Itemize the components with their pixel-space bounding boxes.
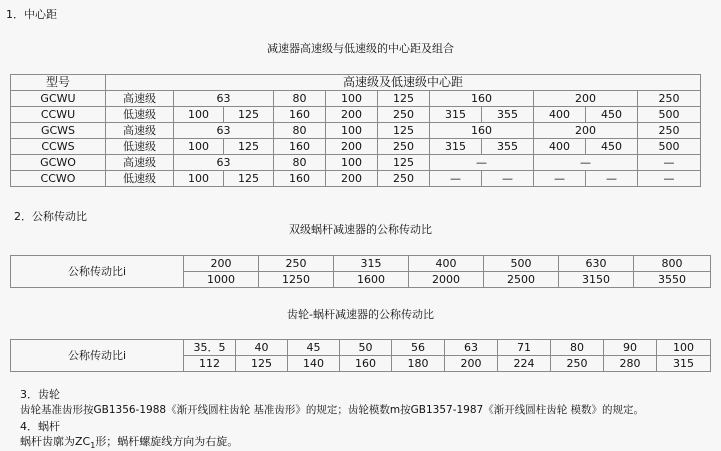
ratio-label: 公称传动比i xyxy=(11,340,184,372)
table-row xyxy=(11,171,701,187)
table-cell: 224 xyxy=(498,356,551,372)
table-cell: 160 xyxy=(274,107,326,123)
gear-worm-title: 齿轮-蜗杆减速器的公称传动比 xyxy=(287,308,434,321)
table-cell: 125 xyxy=(378,123,430,139)
table-cell: 180 xyxy=(392,356,445,372)
table-cell: 200 xyxy=(445,356,498,372)
table-cell: 2000 xyxy=(409,272,484,288)
table-cell: 35．5 xyxy=(184,340,236,356)
center-distance-table xyxy=(10,74,701,187)
stage-label: 高速级 xyxy=(106,91,174,107)
table-cell: 90 xyxy=(604,340,657,356)
table-cell: 500 xyxy=(638,139,701,155)
table-cell: — xyxy=(430,155,534,171)
table-cell: — xyxy=(482,171,534,187)
table-cell: 80 xyxy=(274,91,326,107)
table-cell: 63 xyxy=(445,340,498,356)
table-cell: 125 xyxy=(378,155,430,171)
table-cell: — xyxy=(430,171,482,187)
table-cell: 200 xyxy=(534,123,638,139)
table-cell: 500 xyxy=(484,256,559,272)
table-cell: 3150 xyxy=(559,272,634,288)
worm-spec-subscript: 1 xyxy=(90,441,96,451)
header-center-distance: 高速级及低速级中心距 xyxy=(106,75,701,91)
table-cell: 125 xyxy=(224,171,274,187)
model-cell: CCWS xyxy=(11,139,106,155)
table-cell: — xyxy=(638,155,701,171)
table-cell: 100 xyxy=(174,139,224,155)
table-cell: 63 xyxy=(174,123,274,139)
table-cell: 315 xyxy=(334,256,409,272)
table-cell: 1250 xyxy=(259,272,334,288)
table-row xyxy=(11,155,701,171)
model-cell: GCWU xyxy=(11,91,106,107)
table-cell: 400 xyxy=(534,107,586,123)
stage-label: 高速级 xyxy=(106,123,174,139)
table-cell: 250 xyxy=(378,139,430,155)
table-cell: 315 xyxy=(657,356,711,372)
table-cell: 100 xyxy=(326,123,378,139)
stage-label: 低速级 xyxy=(106,107,174,123)
table-row xyxy=(11,107,701,123)
center-distance-title: 减速器高速级与低速级的中心距及组合 xyxy=(267,42,454,55)
table-cell: 400 xyxy=(534,139,586,155)
table-cell: 45 xyxy=(288,340,340,356)
table-row xyxy=(11,256,711,272)
table-cell: 2500 xyxy=(484,272,559,288)
table-cell: 140 xyxy=(288,356,340,372)
table-cell: 100 xyxy=(657,340,711,356)
table-cell: 160 xyxy=(274,139,326,155)
table-cell: 450 xyxy=(586,107,638,123)
table-cell: 50 xyxy=(340,340,392,356)
table-cell: — xyxy=(586,171,638,187)
table-cell: 100 xyxy=(174,171,224,187)
table-cell: 80 xyxy=(274,155,326,171)
stage-label: 低速级 xyxy=(106,139,174,155)
table-cell: 80 xyxy=(551,340,604,356)
dual-worm-title: 双级蜗杆减速器的公称传动比 xyxy=(289,223,432,236)
table-cell: 125 xyxy=(224,139,274,155)
table-cell: 250 xyxy=(259,256,334,272)
table-cell: 250 xyxy=(378,107,430,123)
table-cell: 160 xyxy=(430,91,534,107)
table-cell: 200 xyxy=(184,256,259,272)
table-cell: 250 xyxy=(638,123,701,139)
table-cell: 280 xyxy=(604,356,657,372)
table-cell: 71 xyxy=(498,340,551,356)
table-cell: 80 xyxy=(274,123,326,139)
table-cell: 125 xyxy=(236,356,288,372)
table-cell: 355 xyxy=(482,107,534,123)
table-cell: 630 xyxy=(559,256,634,272)
table-cell: 250 xyxy=(638,91,701,107)
table-cell: 100 xyxy=(174,107,224,123)
table-cell: 63 xyxy=(174,91,274,107)
section-4-heading: 4．蜗杆 xyxy=(20,420,60,433)
table-cell: 355 xyxy=(482,139,534,155)
header-model: 型号 xyxy=(11,75,106,91)
dual-worm-ratio-table xyxy=(10,255,711,288)
table-cell: 160 xyxy=(340,356,392,372)
table-cell: 160 xyxy=(430,123,534,139)
table-cell: 200 xyxy=(326,139,378,155)
table-cell: 40 xyxy=(236,340,288,356)
stage-label: 低速级 xyxy=(106,171,174,187)
section-3-heading: 3．齿轮 xyxy=(20,388,60,401)
section-1-heading: 1．中心距 xyxy=(6,8,57,21)
table-cell: 450 xyxy=(586,139,638,155)
table-row xyxy=(11,139,701,155)
table-cell: 200 xyxy=(534,91,638,107)
table-row xyxy=(11,91,701,107)
table-cell: 1000 xyxy=(184,272,259,288)
section-2-heading: 2．公称传动比 xyxy=(14,210,87,223)
stage-label: 高速级 xyxy=(106,155,174,171)
table-cell: 250 xyxy=(378,171,430,187)
model-cell: CCWO xyxy=(11,171,106,187)
table-cell: 100 xyxy=(326,91,378,107)
table-cell: 1600 xyxy=(334,272,409,288)
table-cell: 3550 xyxy=(634,272,711,288)
table-cell: 500 xyxy=(638,107,701,123)
ratio-label: 公称传动比i xyxy=(11,256,184,288)
table-row xyxy=(11,123,701,139)
model-cell: CCWU xyxy=(11,107,106,123)
table-cell: 63 xyxy=(174,155,274,171)
table-cell: 112 xyxy=(184,356,236,372)
table-cell: 200 xyxy=(326,107,378,123)
table-cell: 315 xyxy=(430,139,482,155)
table-cell: 400 xyxy=(409,256,484,272)
model-cell: GCWO xyxy=(11,155,106,171)
worm-spec-text-pre: 蜗杆齿廓为ZC xyxy=(20,435,91,448)
worm-spec-text-post: 形；蜗杆螺旋线方向为右旋。 xyxy=(95,435,239,448)
table-cell: 100 xyxy=(326,155,378,171)
table-cell: 315 xyxy=(430,107,482,123)
gear-spec-text: 齿轮基准齿形按GB1356-1988《渐开线圆柱齿轮 基准齿形》的规定；齿轮模数m按GB1357-1987《渐开线圆柱齿轮 模数》的规定。 xyxy=(20,404,645,416)
table-cell: 800 xyxy=(634,256,711,272)
table-cell: 56 xyxy=(392,340,445,356)
table-cell: — xyxy=(638,171,701,187)
table-cell: 200 xyxy=(326,171,378,187)
table-cell: — xyxy=(534,155,638,171)
table-row xyxy=(11,340,711,356)
table-cell: 125 xyxy=(224,107,274,123)
gear-worm-ratio-table xyxy=(10,339,711,372)
worm-spec-text xyxy=(20,433,238,450)
table-cell: 125 xyxy=(378,91,430,107)
table-cell: 250 xyxy=(551,356,604,372)
model-cell: GCWS xyxy=(11,123,106,139)
table-cell: — xyxy=(534,171,586,187)
table-cell: 160 xyxy=(274,171,326,187)
